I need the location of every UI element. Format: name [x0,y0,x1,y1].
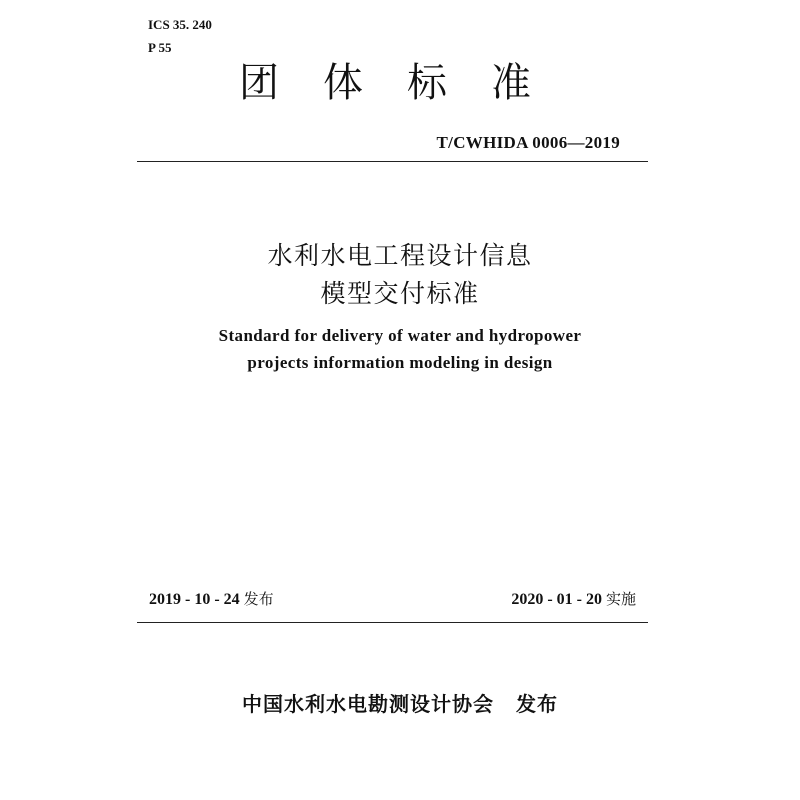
top-divider [137,161,648,162]
title-chinese-line-1: 水利水电工程设计信息 [267,241,533,270]
implementation-date [511,588,636,611]
ics-code: ICS 35. 240 [148,17,212,32]
title-chinese-line-2: 模型交付标准 [320,279,480,308]
ccs-code: P 55 [148,40,172,55]
standard-number: T/CWHIDA 0006—2019 [436,133,620,152]
implementation-date-label: 实施 [605,590,636,608]
publisher-line [0,690,800,718]
title-english-line-1: Standard for delivery of water and hydropower [218,326,582,345]
bottom-divider [137,622,648,623]
document-type-heading: 团体标准 [239,60,575,106]
implementation-date-value: 2020 - 01 - 20 [511,591,602,608]
issue-date-value: 2019 - 10 - 24 [149,591,240,608]
publisher-organization: 中国水利水电勘测设计协会 [242,692,494,716]
publisher-action: 发布 [516,692,558,716]
title-english-line-2: projects information modeling in design [247,353,553,372]
issue-date [149,588,274,611]
issue-date-label: 发布 [243,590,274,608]
